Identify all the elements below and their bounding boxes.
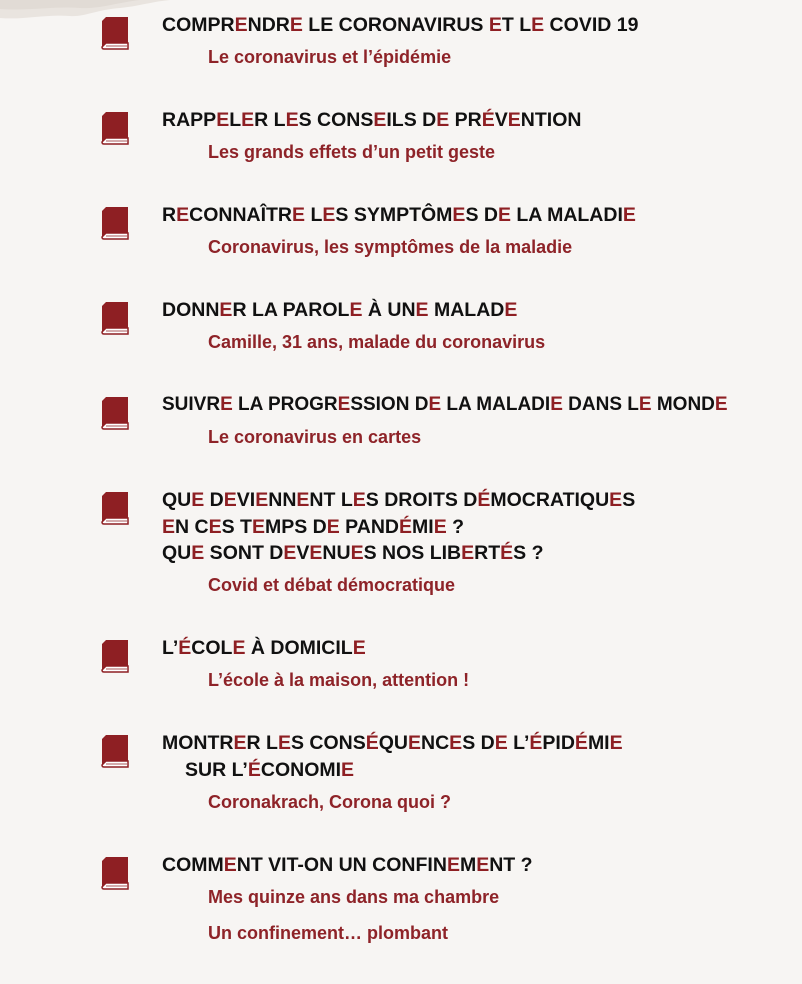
accent-letter: E: [309, 542, 323, 564]
accent-letter: E: [476, 854, 490, 876]
title-text: NU: [322, 542, 351, 564]
title-text: MALAD: [428, 299, 505, 321]
toc-entry-subtitle[interactable]: L’école à la maison, attention !: [208, 670, 470, 690]
title-text: V: [296, 542, 310, 564]
title-text: S CONS: [298, 109, 374, 131]
accent-letter: E: [322, 204, 336, 226]
title-text: D: [204, 489, 224, 511]
toc-entry-title: [162, 852, 533, 879]
accent-letter: E: [461, 542, 475, 564]
accent-letter: E: [622, 204, 636, 226]
title-text: QU: [162, 542, 192, 564]
title-text: PR: [449, 109, 482, 131]
toc-entry-subtitle[interactable]: Camille, 31 ans, malade du coronavirus: [208, 332, 546, 352]
book-icon: [100, 15, 132, 51]
title-text: RAPP: [162, 109, 217, 131]
title-text: LE CORONAVIRUS: [302, 14, 489, 36]
title-text: SONT D: [204, 542, 284, 564]
accent-letter: E: [251, 515, 265, 538]
accent-letter: E: [349, 299, 363, 321]
title-text: N C: [175, 515, 209, 538]
title-text: S NOS LIB: [363, 542, 462, 564]
accent-letter: É: [365, 732, 379, 754]
book-icon: [100, 638, 132, 674]
toc-entry-title-line: [162, 514, 635, 541]
title-text: S DROITS D: [365, 489, 478, 511]
accent-letter: E: [433, 515, 447, 538]
title-text: SUR L’: [185, 758, 248, 781]
title-text: COMM: [162, 854, 224, 876]
toc-entry-title: [162, 730, 623, 783]
toc-entry-title-line: [162, 12, 638, 39]
accent-letter: E: [233, 732, 247, 754]
toc-entry-title: [162, 487, 635, 567]
toc-entry-title-line: [162, 852, 533, 879]
accent-letter: E: [497, 204, 511, 226]
title-text: LA MALADI: [510, 204, 623, 226]
title-text: S SYMPTÔM: [335, 204, 453, 226]
title-text: ILS D: [386, 109, 437, 131]
title-text: SUIVR: [162, 394, 221, 415]
accent-letter: É: [477, 489, 491, 511]
toc-entry-title: [162, 107, 581, 134]
title-text: L: [305, 204, 323, 226]
title-text: R LA PAROL: [232, 299, 350, 321]
accent-letter: E: [449, 732, 463, 754]
accent-letter: E: [285, 109, 299, 131]
title-text: À UN: [362, 299, 416, 321]
title-text: RT: [474, 542, 501, 564]
toc-entry-subtitle[interactable]: Les grands effets d’un petit geste: [208, 142, 496, 162]
accent-letter: E: [373, 109, 387, 131]
accent-letter: E: [352, 637, 366, 659]
accent-letter: E: [255, 489, 269, 511]
accent-letter: E: [292, 204, 306, 226]
title-text: LA MALADI: [441, 394, 551, 415]
accent-letter: E: [415, 299, 429, 321]
accent-letter: E: [241, 109, 255, 131]
accent-letter: E: [609, 732, 623, 754]
accent-letter: É: [247, 758, 261, 781]
title-text: DONN: [162, 299, 220, 321]
title-text: S D: [462, 732, 495, 754]
title-text: ?: [446, 515, 465, 538]
title-text: MONTR: [162, 732, 234, 754]
title-text: NT L: [309, 489, 353, 511]
accent-letter: E: [220, 394, 233, 415]
title-text: MOND: [651, 394, 715, 415]
title-text: S D: [465, 204, 498, 226]
title-text: S: [622, 489, 636, 511]
book-icon: [100, 733, 132, 769]
accent-letter: E: [352, 489, 366, 511]
toc-entry-title: [162, 202, 636, 229]
title-text: PAND: [339, 515, 399, 538]
title-text: S ?: [513, 542, 544, 564]
accent-letter: E: [326, 515, 340, 538]
toc-entry-subtitle[interactable]: Un confinement… plombant: [208, 923, 448, 943]
toc-entry-title-line: [162, 297, 517, 324]
toc-entry-subtitle[interactable]: Le coronavirus et l’épidémie: [208, 47, 452, 67]
title-text: T L: [501, 14, 532, 36]
accent-letter: E: [223, 489, 237, 511]
accent-letter: E: [488, 14, 502, 36]
accent-letter: E: [452, 204, 466, 226]
title-text: R: [162, 204, 177, 226]
book-icon: [100, 205, 132, 241]
accent-letter: E: [191, 542, 205, 564]
accent-letter: E: [407, 732, 421, 754]
toc-entry-title-line: [162, 635, 366, 662]
toc-entry-title-line: [162, 757, 623, 784]
title-text: COL: [191, 637, 233, 659]
accent-letter: E: [550, 394, 563, 415]
accent-letter: E: [638, 394, 652, 415]
accent-letter: E: [494, 732, 508, 754]
title-text: VI: [236, 489, 256, 511]
accent-letter: E: [507, 109, 521, 131]
book-icon: [100, 490, 132, 526]
title-text: COVID 19: [544, 14, 639, 36]
accent-letter: E: [277, 732, 291, 754]
accent-letter: É: [574, 732, 588, 754]
title-text: R L: [254, 109, 286, 131]
accent-letter: E: [223, 854, 237, 876]
accent-letter: E: [341, 758, 355, 781]
title-text: R L: [246, 732, 278, 754]
accent-letter: E: [609, 489, 623, 511]
title-text: MI: [412, 515, 434, 538]
toc-entry-subtitle[interactable]: Coronakrach, Corona quoi ?: [208, 792, 452, 812]
title-text: À DOMICIL: [245, 637, 353, 659]
accent-letter: É: [399, 515, 413, 538]
accent-letter: E: [531, 14, 545, 36]
accent-letter: E: [504, 299, 518, 321]
toc-entry-title-line: [162, 730, 623, 757]
title-text: NC: [421, 732, 450, 754]
title-text: MPS D: [264, 515, 327, 538]
accent-letter: E: [296, 489, 310, 511]
title-text: CONNAÎTR: [189, 204, 293, 226]
toc-entry-title-line: [162, 107, 581, 134]
toc-entry-subtitle[interactable]: Covid et débat démocratique: [208, 575, 456, 595]
toc-entry-title: [162, 12, 638, 39]
accent-letter: É: [500, 542, 514, 564]
title-text: QU: [162, 489, 192, 511]
title-text: MOCRATIQU: [490, 489, 610, 511]
book-icon: [100, 110, 132, 146]
title-text: L’: [507, 732, 530, 754]
book-icon: [100, 300, 132, 336]
toc-entry-title-line: [162, 202, 636, 229]
title-text: NN: [268, 489, 297, 511]
accent-letter: E: [283, 542, 297, 564]
title-text: SSION D: [350, 394, 429, 415]
accent-letter: E: [289, 14, 303, 36]
accent-letter: E: [350, 542, 364, 564]
accent-letter: E: [714, 394, 728, 415]
title-text: S CONS: [290, 732, 366, 754]
title-text: NT VIT-ON UN CONFIN: [236, 854, 447, 876]
title-text: CONOMI: [260, 758, 342, 781]
accent-letter: E: [232, 637, 246, 659]
accent-letter: E: [428, 394, 442, 415]
toc-entry-title: [162, 297, 517, 324]
toc-entry-title-line: [162, 392, 728, 419]
accent-letter: É: [481, 109, 495, 131]
accent-letter: E: [234, 14, 248, 36]
title-text: L: [229, 109, 242, 131]
toc-entry-title-line: [162, 540, 635, 567]
accent-letter: E: [191, 489, 205, 511]
title-text: NDR: [247, 14, 290, 36]
title-text: V: [494, 109, 508, 131]
book-icon: [100, 395, 132, 431]
title-text: NT ?: [489, 854, 533, 876]
toc-entry-title-line: [162, 487, 635, 514]
title-text: QU: [378, 732, 408, 754]
title-text: NTION: [520, 109, 582, 131]
toc-entry-subtitle[interactable]: Le coronavirus en cartes: [208, 427, 422, 447]
book-icon: [100, 855, 132, 891]
title-text: L’: [162, 637, 179, 659]
accent-letter: E: [162, 515, 176, 538]
accent-letter: E: [446, 854, 460, 876]
accent-letter: E: [216, 109, 230, 131]
accent-letter: É: [529, 732, 543, 754]
title-text: PID: [542, 732, 575, 754]
accent-letter: É: [178, 637, 192, 659]
toc-entry-title: [162, 635, 366, 662]
title-text: LA PROGR: [232, 394, 338, 415]
title-text: MI: [587, 732, 610, 754]
toc-entry-subtitle[interactable]: Mes quinze ans dans ma chambre: [208, 887, 500, 907]
accent-letter: E: [337, 394, 351, 415]
accent-letter: E: [208, 515, 222, 538]
accent-letter: E: [436, 109, 450, 131]
title-text: COMPR: [162, 14, 235, 36]
toc-entry-subtitle[interactable]: Coronavirus, les symptômes de la maladie: [208, 237, 573, 257]
title-text: M: [459, 854, 477, 876]
accent-letter: E: [176, 204, 190, 226]
toc-entry-title: [162, 392, 728, 419]
title-text: DANS L: [562, 394, 639, 415]
accent-letter: E: [219, 299, 233, 321]
title-text: S T: [221, 515, 252, 538]
